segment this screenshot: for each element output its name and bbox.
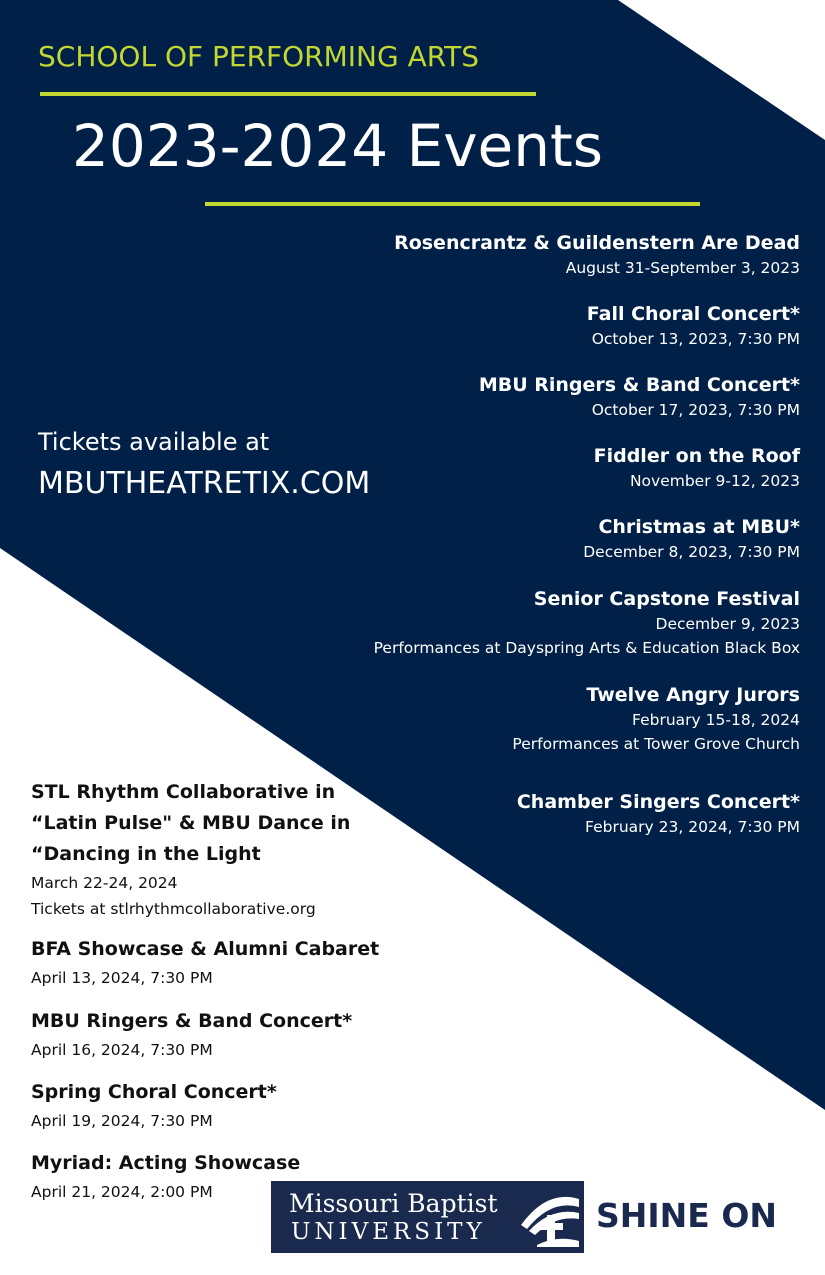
university-logo bbox=[271, 1181, 584, 1253]
event-name-line: “Latin Pulse" & MBU Dance in bbox=[31, 812, 351, 834]
page-title: 2023-2024 Events bbox=[72, 112, 603, 180]
event-name: Fall Choral Concert* bbox=[586, 303, 800, 325]
event-venue: Performances at Dayspring Arts & Education Black Box bbox=[373, 639, 800, 657]
school-name: SCHOOL OF PERFORMING ARTS bbox=[38, 40, 480, 73]
tickets-label: Tickets available at bbox=[38, 428, 270, 456]
logo-line-2: UNIVERSITY bbox=[291, 1219, 486, 1245]
event-item bbox=[31, 1077, 277, 1134]
event-date: February 23, 2024, 7:30 PM bbox=[585, 818, 800, 836]
event-name-line: “Dancing in the Light bbox=[31, 843, 261, 865]
event-date: October 13, 2023, 7:30 PM bbox=[591, 330, 800, 348]
event-name: MBU Ringers & Band Concert* bbox=[478, 374, 800, 396]
logo-line-1: Missouri Baptist bbox=[289, 1189, 498, 1218]
event-item bbox=[594, 443, 800, 493]
event-item bbox=[517, 789, 800, 839]
tagline: SHINE ON bbox=[596, 1196, 777, 1235]
event-item bbox=[31, 934, 379, 991]
event-item bbox=[31, 777, 350, 922]
event-item bbox=[31, 1148, 300, 1205]
event-name-line: Myriad: Acting Showcase bbox=[31, 1152, 301, 1174]
event-date: April 13, 2024, 7:30 PM bbox=[31, 969, 213, 987]
event-date: December 9, 2023 bbox=[655, 615, 800, 633]
event-name: Christmas at MBU* bbox=[598, 516, 800, 538]
event-name: Rosencrantz & Guildenstern Are Dead bbox=[394, 232, 800, 254]
event-date: December 8, 2023, 7:30 PM bbox=[583, 543, 800, 561]
event-item bbox=[31, 1006, 352, 1063]
event-ticket-info: Tickets at stlrhythmcollaborative.org bbox=[31, 900, 316, 918]
title-rule-top bbox=[40, 92, 536, 96]
event-item bbox=[512, 682, 800, 756]
event-name-line: MBU Ringers & Band Concert* bbox=[31, 1010, 353, 1032]
event-date: February 15-18, 2024 bbox=[632, 711, 800, 729]
tickets-url[interactable]: MBUTHEATRETIX.COM bbox=[38, 466, 371, 501]
event-item bbox=[374, 586, 800, 660]
event-name-line: BFA Showcase & Alumni Cabaret bbox=[31, 938, 380, 960]
event-venue: Performances at Tower Grove Church bbox=[512, 735, 800, 753]
university-emblem-icon bbox=[517, 1185, 581, 1249]
event-date: April 19, 2024, 7:30 PM bbox=[31, 1112, 213, 1130]
event-date: March 22-24, 2024 bbox=[31, 874, 178, 892]
event-name-line: STL Rhythm Collaborative in bbox=[31, 781, 336, 803]
event-item bbox=[394, 230, 800, 280]
event-item bbox=[583, 514, 800, 564]
event-item bbox=[587, 301, 800, 351]
event-name: Twelve Angry Jurors bbox=[586, 684, 800, 706]
event-name-line: Spring Choral Concert* bbox=[31, 1081, 277, 1103]
event-name: Fiddler on the Roof bbox=[593, 445, 800, 467]
event-date: April 16, 2024, 7:30 PM bbox=[31, 1041, 213, 1059]
event-date: April 21, 2024, 2:00 PM bbox=[31, 1183, 213, 1201]
event-date: August 31-September 3, 2023 bbox=[565, 259, 800, 277]
event-name: Chamber Singers Concert* bbox=[516, 791, 800, 813]
title-rule-bottom bbox=[205, 202, 700, 206]
event-date: October 17, 2023, 7:30 PM bbox=[591, 401, 800, 419]
event-name: Senior Capstone Festival bbox=[533, 588, 800, 610]
event-item bbox=[479, 372, 800, 422]
event-date: November 9-12, 2023 bbox=[629, 472, 800, 490]
